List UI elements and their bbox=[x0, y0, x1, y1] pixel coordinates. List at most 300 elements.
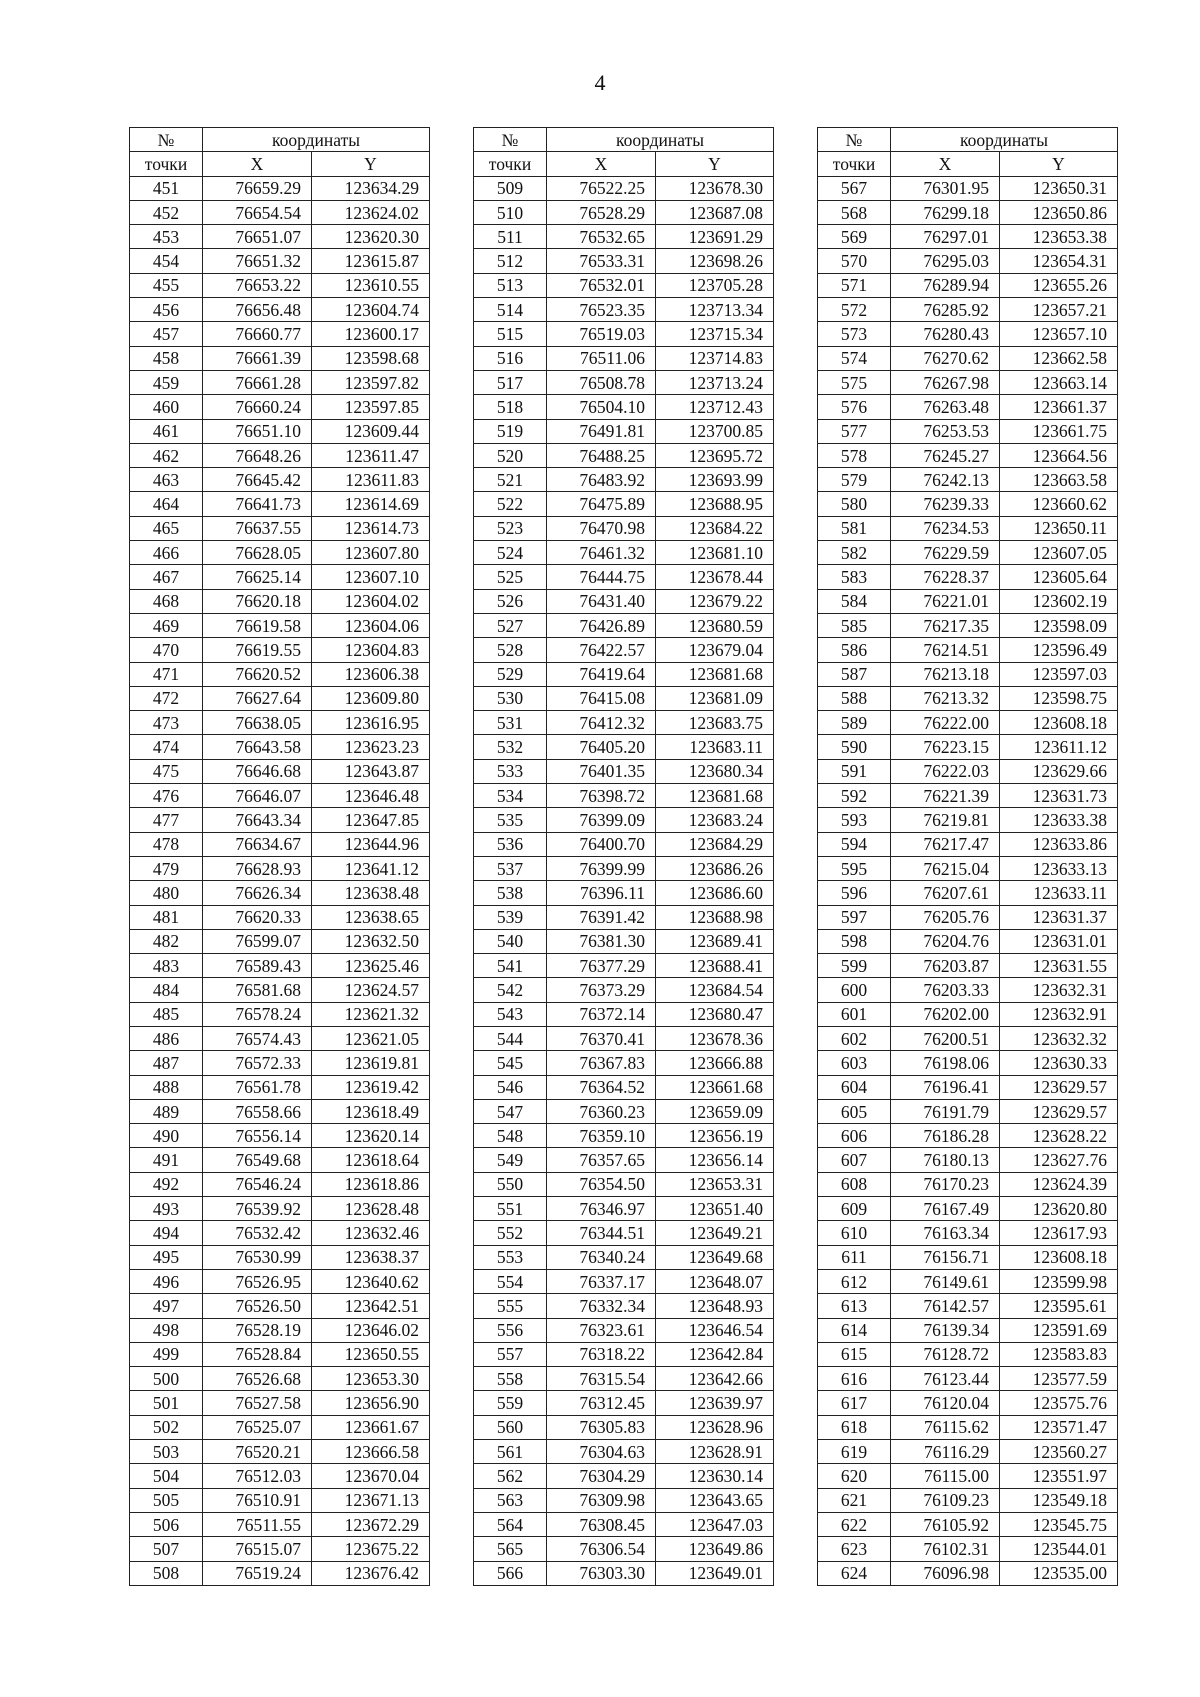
x-coordinate-cell: 76217.47 bbox=[891, 832, 1000, 856]
x-coordinate-cell: 76620.52 bbox=[203, 662, 312, 686]
table-row bbox=[818, 1221, 1118, 1245]
y-coordinate-cell: 123681.09 bbox=[656, 686, 774, 710]
x-coordinate-cell: 76163.34 bbox=[891, 1221, 1000, 1245]
y-coordinate-cell: 123650.11 bbox=[1000, 516, 1118, 540]
point-number-cell: 506 bbox=[130, 1512, 203, 1536]
y-coordinate-cell: 123680.47 bbox=[656, 1002, 774, 1026]
y-coordinate-cell: 123679.04 bbox=[656, 638, 774, 662]
table-row bbox=[474, 978, 774, 1002]
point-number-cell: 518 bbox=[474, 395, 547, 419]
point-number-cell: 515 bbox=[474, 322, 547, 346]
table-row bbox=[474, 1221, 774, 1245]
point-number-cell: 478 bbox=[130, 832, 203, 856]
table-row bbox=[474, 1318, 774, 1342]
y-coordinate-cell: 123597.03 bbox=[1000, 662, 1118, 686]
x-coordinate-cell: 76556.14 bbox=[203, 1124, 312, 1148]
y-coordinate-cell: 123608.18 bbox=[1000, 1245, 1118, 1269]
table-row bbox=[818, 808, 1118, 832]
x-coordinate-cell: 76381.30 bbox=[547, 929, 656, 953]
x-coordinate-cell: 76372.14 bbox=[547, 1002, 656, 1026]
x-coordinate-cell: 76461.32 bbox=[547, 541, 656, 565]
x-coordinate-cell: 76337.17 bbox=[547, 1269, 656, 1293]
header-x: X bbox=[891, 152, 1000, 176]
table-row bbox=[474, 686, 774, 710]
y-coordinate-cell: 123653.31 bbox=[656, 1172, 774, 1196]
point-number-cell: 507 bbox=[130, 1537, 203, 1561]
y-coordinate-cell: 123642.51 bbox=[312, 1294, 430, 1318]
x-coordinate-cell: 76519.24 bbox=[203, 1561, 312, 1585]
point-number-cell: 475 bbox=[130, 759, 203, 783]
x-coordinate-cell: 76213.18 bbox=[891, 662, 1000, 686]
point-number-cell: 458 bbox=[130, 346, 203, 370]
x-coordinate-cell: 76391.42 bbox=[547, 905, 656, 929]
x-coordinate-cell: 76200.51 bbox=[891, 1026, 1000, 1050]
table-row bbox=[818, 832, 1118, 856]
point-number-cell: 564 bbox=[474, 1512, 547, 1536]
point-number-cell: 534 bbox=[474, 784, 547, 808]
point-number-cell: 540 bbox=[474, 929, 547, 953]
y-coordinate-cell: 123681.68 bbox=[656, 662, 774, 686]
table-row bbox=[130, 1561, 430, 1585]
point-number-cell: 488 bbox=[130, 1075, 203, 1099]
x-coordinate-cell: 76221.01 bbox=[891, 589, 1000, 613]
x-coordinate-cell: 76377.29 bbox=[547, 954, 656, 978]
table-row bbox=[130, 1294, 430, 1318]
x-coordinate-cell: 76364.52 bbox=[547, 1075, 656, 1099]
y-coordinate-cell: 123641.12 bbox=[312, 856, 430, 880]
y-coordinate-cell: 123632.32 bbox=[1000, 1026, 1118, 1050]
y-coordinate-cell: 123686.26 bbox=[656, 856, 774, 880]
y-coordinate-cell: 123614.69 bbox=[312, 492, 430, 516]
table-row bbox=[474, 1026, 774, 1050]
y-coordinate-cell: 123625.46 bbox=[312, 954, 430, 978]
table-row bbox=[474, 1075, 774, 1099]
y-coordinate-cell: 123633.38 bbox=[1000, 808, 1118, 832]
table-row bbox=[474, 662, 774, 686]
table-row bbox=[130, 492, 430, 516]
point-number-cell: 575 bbox=[818, 370, 891, 394]
table-row bbox=[474, 856, 774, 880]
point-number-cell: 519 bbox=[474, 419, 547, 443]
table-row bbox=[474, 1464, 774, 1488]
table-row bbox=[818, 419, 1118, 443]
x-coordinate-cell: 76289.94 bbox=[891, 273, 1000, 297]
point-number-cell: 452 bbox=[130, 200, 203, 224]
x-coordinate-cell: 76510.91 bbox=[203, 1488, 312, 1512]
y-coordinate-cell: 123691.29 bbox=[656, 225, 774, 249]
y-coordinate-cell: 123664.56 bbox=[1000, 443, 1118, 467]
header-point-label: точки bbox=[818, 152, 891, 176]
point-number-cell: 464 bbox=[130, 492, 203, 516]
point-number-cell: 566 bbox=[474, 1561, 547, 1585]
point-number-cell: 544 bbox=[474, 1026, 547, 1050]
table-row bbox=[818, 1464, 1118, 1488]
point-number-cell: 624 bbox=[818, 1561, 891, 1585]
x-coordinate-cell: 76304.29 bbox=[547, 1464, 656, 1488]
y-coordinate-cell: 123689.41 bbox=[656, 929, 774, 953]
point-number-cell: 487 bbox=[130, 1051, 203, 1075]
point-number-cell: 467 bbox=[130, 565, 203, 589]
table-row bbox=[130, 1318, 430, 1342]
y-coordinate-cell: 123646.48 bbox=[312, 784, 430, 808]
x-coordinate-cell: 76396.11 bbox=[547, 881, 656, 905]
point-number-cell: 556 bbox=[474, 1318, 547, 1342]
x-coordinate-cell: 76488.25 bbox=[547, 443, 656, 467]
x-coordinate-cell: 76539.92 bbox=[203, 1197, 312, 1221]
point-number-cell: 559 bbox=[474, 1391, 547, 1415]
point-number-cell: 539 bbox=[474, 905, 547, 929]
table-row bbox=[474, 759, 774, 783]
y-coordinate-cell: 123655.26 bbox=[1000, 273, 1118, 297]
x-coordinate-cell: 76415.08 bbox=[547, 686, 656, 710]
y-coordinate-cell: 123713.34 bbox=[656, 298, 774, 322]
table-row bbox=[474, 613, 774, 637]
y-coordinate-cell: 123624.39 bbox=[1000, 1172, 1118, 1196]
y-coordinate-cell: 123628.91 bbox=[656, 1440, 774, 1464]
y-coordinate-cell: 123545.75 bbox=[1000, 1512, 1118, 1536]
x-coordinate-cell: 76528.29 bbox=[547, 200, 656, 224]
y-coordinate-cell: 123657.21 bbox=[1000, 298, 1118, 322]
y-coordinate-cell: 123683.75 bbox=[656, 711, 774, 735]
y-coordinate-cell: 123680.59 bbox=[656, 613, 774, 637]
table-row bbox=[818, 978, 1118, 1002]
x-coordinate-cell: 76546.24 bbox=[203, 1172, 312, 1196]
y-coordinate-cell: 123663.58 bbox=[1000, 468, 1118, 492]
y-coordinate-cell: 123684.22 bbox=[656, 516, 774, 540]
y-coordinate-cell: 123544.01 bbox=[1000, 1537, 1118, 1561]
x-coordinate-cell: 76263.48 bbox=[891, 395, 1000, 419]
x-coordinate-cell: 76120.04 bbox=[891, 1391, 1000, 1415]
y-coordinate-cell: 123657.10 bbox=[1000, 322, 1118, 346]
x-coordinate-cell: 76191.79 bbox=[891, 1099, 1000, 1123]
table-row bbox=[818, 1269, 1118, 1293]
point-number-cell: 511 bbox=[474, 225, 547, 249]
y-coordinate-cell: 123688.41 bbox=[656, 954, 774, 978]
table-row bbox=[818, 176, 1118, 200]
y-coordinate-cell: 123672.29 bbox=[312, 1512, 430, 1536]
x-coordinate-cell: 76528.19 bbox=[203, 1318, 312, 1342]
point-number-cell: 485 bbox=[130, 1002, 203, 1026]
point-number-cell: 522 bbox=[474, 492, 547, 516]
table-row bbox=[818, 735, 1118, 759]
point-number-cell: 477 bbox=[130, 808, 203, 832]
table-row bbox=[474, 1488, 774, 1512]
x-coordinate-cell: 76660.77 bbox=[203, 322, 312, 346]
y-coordinate-cell: 123600.17 bbox=[312, 322, 430, 346]
y-coordinate-cell: 123632.91 bbox=[1000, 1002, 1118, 1026]
x-coordinate-cell: 76198.06 bbox=[891, 1051, 1000, 1075]
coordinates-table-2 bbox=[473, 127, 774, 1586]
point-number-cell: 528 bbox=[474, 638, 547, 662]
y-coordinate-cell: 123577.59 bbox=[1000, 1367, 1118, 1391]
point-number-cell: 549 bbox=[474, 1148, 547, 1172]
table-row bbox=[130, 1197, 430, 1221]
y-coordinate-cell: 123656.14 bbox=[656, 1148, 774, 1172]
y-coordinate-cell: 123661.67 bbox=[312, 1415, 430, 1439]
y-coordinate-cell: 123629.66 bbox=[1000, 759, 1118, 783]
table-row bbox=[818, 1537, 1118, 1561]
x-coordinate-cell: 76519.03 bbox=[547, 322, 656, 346]
table-row bbox=[818, 1026, 1118, 1050]
table-row bbox=[130, 711, 430, 735]
y-coordinate-cell: 123670.04 bbox=[312, 1464, 430, 1488]
y-coordinate-cell: 123656.19 bbox=[656, 1124, 774, 1148]
y-coordinate-cell: 123650.55 bbox=[312, 1342, 430, 1366]
point-number-cell: 613 bbox=[818, 1294, 891, 1318]
x-coordinate-cell: 76285.92 bbox=[891, 298, 1000, 322]
y-coordinate-cell: 123598.68 bbox=[312, 346, 430, 370]
table-row bbox=[818, 856, 1118, 880]
y-coordinate-cell: 123595.61 bbox=[1000, 1294, 1118, 1318]
x-coordinate-cell: 76646.68 bbox=[203, 759, 312, 783]
header-coordinates: координаты bbox=[891, 128, 1118, 152]
x-coordinate-cell: 76346.97 bbox=[547, 1197, 656, 1221]
x-coordinate-cell: 76186.28 bbox=[891, 1124, 1000, 1148]
table-row bbox=[130, 662, 430, 686]
x-coordinate-cell: 76360.23 bbox=[547, 1099, 656, 1123]
y-coordinate-cell: 123619.81 bbox=[312, 1051, 430, 1075]
x-coordinate-cell: 76512.03 bbox=[203, 1464, 312, 1488]
table-row bbox=[818, 516, 1118, 540]
point-number-cell: 623 bbox=[818, 1537, 891, 1561]
x-coordinate-cell: 76475.89 bbox=[547, 492, 656, 516]
table-row bbox=[818, 468, 1118, 492]
x-coordinate-cell: 76332.34 bbox=[547, 1294, 656, 1318]
x-coordinate-cell: 76222.00 bbox=[891, 711, 1000, 735]
table-row bbox=[818, 613, 1118, 637]
x-coordinate-cell: 76526.95 bbox=[203, 1269, 312, 1293]
y-coordinate-cell: 123651.40 bbox=[656, 1197, 774, 1221]
x-coordinate-cell: 76116.29 bbox=[891, 1440, 1000, 1464]
point-number-cell: 524 bbox=[474, 541, 547, 565]
table-row bbox=[474, 541, 774, 565]
point-number-cell: 587 bbox=[818, 662, 891, 686]
y-coordinate-cell: 123649.21 bbox=[656, 1221, 774, 1245]
point-number-cell: 481 bbox=[130, 905, 203, 929]
point-number-cell: 604 bbox=[818, 1075, 891, 1099]
y-coordinate-cell: 123599.98 bbox=[1000, 1269, 1118, 1293]
y-coordinate-cell: 123604.02 bbox=[312, 589, 430, 613]
x-coordinate-cell: 76344.51 bbox=[547, 1221, 656, 1245]
x-coordinate-cell: 76527.58 bbox=[203, 1391, 312, 1415]
point-number-cell: 496 bbox=[130, 1269, 203, 1293]
point-number-cell: 588 bbox=[818, 686, 891, 710]
y-coordinate-cell: 123678.36 bbox=[656, 1026, 774, 1050]
x-coordinate-cell: 76419.64 bbox=[547, 662, 656, 686]
x-coordinate-cell: 76654.54 bbox=[203, 200, 312, 224]
header-point-label: точки bbox=[474, 152, 547, 176]
table-row bbox=[130, 735, 430, 759]
table-row bbox=[130, 1391, 430, 1415]
x-coordinate-cell: 76431.40 bbox=[547, 589, 656, 613]
table-row bbox=[474, 1197, 774, 1221]
y-coordinate-cell: 123688.98 bbox=[656, 905, 774, 929]
y-coordinate-cell: 123631.37 bbox=[1000, 905, 1118, 929]
table-row bbox=[818, 711, 1118, 735]
point-number-cell: 459 bbox=[130, 370, 203, 394]
point-number-cell: 533 bbox=[474, 759, 547, 783]
table-row bbox=[130, 225, 430, 249]
table-row bbox=[130, 419, 430, 443]
point-number-cell: 615 bbox=[818, 1342, 891, 1366]
point-number-cell: 537 bbox=[474, 856, 547, 880]
table-row bbox=[474, 929, 774, 953]
y-coordinate-cell: 123634.29 bbox=[312, 176, 430, 200]
point-number-cell: 610 bbox=[818, 1221, 891, 1245]
x-coordinate-cell: 76578.24 bbox=[203, 1002, 312, 1026]
y-coordinate-cell: 123575.76 bbox=[1000, 1391, 1118, 1415]
y-coordinate-cell: 123653.30 bbox=[312, 1367, 430, 1391]
table-row bbox=[474, 176, 774, 200]
point-number-cell: 491 bbox=[130, 1148, 203, 1172]
table-row bbox=[130, 1051, 430, 1075]
point-number-cell: 548 bbox=[474, 1124, 547, 1148]
point-number-cell: 457 bbox=[130, 322, 203, 346]
table-row bbox=[818, 1099, 1118, 1123]
y-coordinate-cell: 123713.24 bbox=[656, 370, 774, 394]
x-coordinate-cell: 76599.07 bbox=[203, 929, 312, 953]
y-coordinate-cell: 123604.83 bbox=[312, 638, 430, 662]
x-coordinate-cell: 76142.57 bbox=[891, 1294, 1000, 1318]
y-coordinate-cell: 123642.84 bbox=[656, 1342, 774, 1366]
table-row bbox=[474, 1367, 774, 1391]
table-row bbox=[474, 1391, 774, 1415]
x-coordinate-cell: 76628.93 bbox=[203, 856, 312, 880]
table-row bbox=[474, 711, 774, 735]
point-number-cell: 466 bbox=[130, 541, 203, 565]
x-coordinate-cell: 76561.78 bbox=[203, 1075, 312, 1099]
point-number-cell: 536 bbox=[474, 832, 547, 856]
table-row bbox=[474, 1561, 774, 1585]
table-row bbox=[818, 565, 1118, 589]
point-number-cell: 493 bbox=[130, 1197, 203, 1221]
table-row bbox=[130, 516, 430, 540]
y-coordinate-cell: 123624.57 bbox=[312, 978, 430, 1002]
table-row bbox=[818, 1561, 1118, 1585]
table-row bbox=[130, 346, 430, 370]
table-row bbox=[130, 881, 430, 905]
header-y: Y bbox=[656, 152, 774, 176]
point-number-cell: 525 bbox=[474, 565, 547, 589]
x-coordinate-cell: 76515.07 bbox=[203, 1537, 312, 1561]
y-coordinate-cell: 123662.58 bbox=[1000, 346, 1118, 370]
table-row bbox=[130, 929, 430, 953]
y-coordinate-cell: 123605.64 bbox=[1000, 565, 1118, 589]
x-coordinate-cell: 76646.07 bbox=[203, 784, 312, 808]
table-row bbox=[474, 1172, 774, 1196]
point-number-cell: 454 bbox=[130, 249, 203, 273]
y-coordinate-cell: 123628.22 bbox=[1000, 1124, 1118, 1148]
y-coordinate-cell: 123693.99 bbox=[656, 468, 774, 492]
x-coordinate-cell: 76280.43 bbox=[891, 322, 1000, 346]
y-coordinate-cell: 123632.31 bbox=[1000, 978, 1118, 1002]
y-coordinate-cell: 123656.90 bbox=[312, 1391, 430, 1415]
point-number-cell: 586 bbox=[818, 638, 891, 662]
y-coordinate-cell: 123632.46 bbox=[312, 1221, 430, 1245]
x-coordinate-cell: 76405.20 bbox=[547, 735, 656, 759]
point-number-cell: 560 bbox=[474, 1415, 547, 1439]
point-number-cell: 468 bbox=[130, 589, 203, 613]
y-coordinate-cell: 123659.09 bbox=[656, 1099, 774, 1123]
x-coordinate-cell: 76315.54 bbox=[547, 1367, 656, 1391]
point-number-cell: 461 bbox=[130, 419, 203, 443]
x-coordinate-cell: 76653.22 bbox=[203, 273, 312, 297]
y-coordinate-cell: 123715.34 bbox=[656, 322, 774, 346]
y-coordinate-cell: 123688.95 bbox=[656, 492, 774, 516]
point-number-cell: 602 bbox=[818, 1026, 891, 1050]
x-coordinate-cell: 76645.42 bbox=[203, 468, 312, 492]
point-number-cell: 505 bbox=[130, 1488, 203, 1512]
point-number-cell: 509 bbox=[474, 176, 547, 200]
table-row bbox=[474, 1440, 774, 1464]
point-number-cell: 573 bbox=[818, 322, 891, 346]
point-number-cell: 599 bbox=[818, 954, 891, 978]
x-coordinate-cell: 76444.75 bbox=[547, 565, 656, 589]
point-number-cell: 552 bbox=[474, 1221, 547, 1245]
point-number-cell: 600 bbox=[818, 978, 891, 1002]
table-row bbox=[818, 322, 1118, 346]
x-coordinate-cell: 76558.66 bbox=[203, 1099, 312, 1123]
point-number-cell: 472 bbox=[130, 686, 203, 710]
x-coordinate-cell: 76242.13 bbox=[891, 468, 1000, 492]
point-number-cell: 598 bbox=[818, 929, 891, 953]
x-coordinate-cell: 76228.37 bbox=[891, 565, 1000, 589]
table-row bbox=[130, 638, 430, 662]
point-number-cell: 527 bbox=[474, 613, 547, 637]
point-number-cell: 611 bbox=[818, 1245, 891, 1269]
y-coordinate-cell: 123615.87 bbox=[312, 249, 430, 273]
x-coordinate-cell: 76354.50 bbox=[547, 1172, 656, 1196]
x-coordinate-cell: 76520.21 bbox=[203, 1440, 312, 1464]
point-number-cell: 574 bbox=[818, 346, 891, 370]
table-row bbox=[130, 1148, 430, 1172]
table-row bbox=[818, 784, 1118, 808]
point-number-cell: 595 bbox=[818, 856, 891, 880]
y-coordinate-cell: 123653.38 bbox=[1000, 225, 1118, 249]
point-number-cell: 592 bbox=[818, 784, 891, 808]
y-coordinate-cell: 123681.68 bbox=[656, 784, 774, 808]
point-number-cell: 561 bbox=[474, 1440, 547, 1464]
point-number-cell: 603 bbox=[818, 1051, 891, 1075]
point-number-cell: 622 bbox=[818, 1512, 891, 1536]
point-number-cell: 455 bbox=[130, 273, 203, 297]
table-row bbox=[130, 686, 430, 710]
y-coordinate-cell: 123618.49 bbox=[312, 1099, 430, 1123]
point-number-cell: 483 bbox=[130, 954, 203, 978]
x-coordinate-cell: 76115.00 bbox=[891, 1464, 1000, 1488]
point-number-cell: 554 bbox=[474, 1269, 547, 1293]
point-number-cell: 465 bbox=[130, 516, 203, 540]
table-row bbox=[130, 249, 430, 273]
x-coordinate-cell: 76167.49 bbox=[891, 1197, 1000, 1221]
x-coordinate-cell: 76297.01 bbox=[891, 225, 1000, 249]
point-number-cell: 470 bbox=[130, 638, 203, 662]
y-coordinate-cell: 123646.54 bbox=[656, 1318, 774, 1342]
table-row bbox=[474, 832, 774, 856]
point-number-cell: 553 bbox=[474, 1245, 547, 1269]
table-row bbox=[130, 1464, 430, 1488]
x-coordinate-cell: 76196.41 bbox=[891, 1075, 1000, 1099]
table-row bbox=[474, 468, 774, 492]
y-coordinate-cell: 123611.83 bbox=[312, 468, 430, 492]
x-coordinate-cell: 76340.24 bbox=[547, 1245, 656, 1269]
point-number-cell: 473 bbox=[130, 711, 203, 735]
table-row bbox=[474, 516, 774, 540]
y-coordinate-cell: 123647.03 bbox=[656, 1512, 774, 1536]
table-row bbox=[818, 225, 1118, 249]
y-coordinate-cell: 123611.12 bbox=[1000, 735, 1118, 759]
y-coordinate-cell: 123680.34 bbox=[656, 759, 774, 783]
